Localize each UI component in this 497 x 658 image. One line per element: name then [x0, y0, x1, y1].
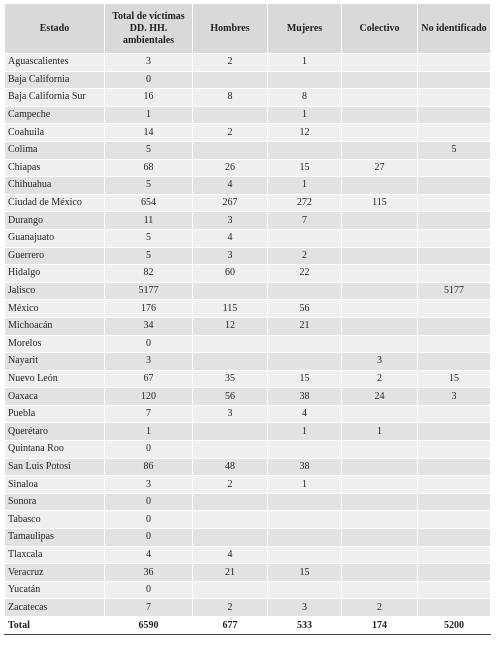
value-cell: [342, 458, 418, 476]
value-cell: 3: [193, 247, 268, 265]
state-name-cell: Guerrero: [5, 247, 105, 265]
value-cell: 2: [193, 54, 268, 72]
value-cell: 11: [105, 212, 193, 230]
value-cell: [342, 89, 418, 107]
value-cell: [193, 441, 268, 459]
victims-table-container: [4, 3, 490, 635]
value-cell: 8: [268, 89, 342, 107]
value-cell: 0: [105, 529, 193, 547]
value-cell: [193, 511, 268, 529]
value-cell: 38: [268, 388, 342, 406]
table-body: [5, 54, 491, 617]
value-cell: 3: [105, 353, 193, 371]
value-cell: 7: [105, 599, 193, 617]
value-cell: [193, 581, 268, 599]
value-cell: 4: [193, 177, 268, 195]
header-hombres: Hombres: [193, 4, 268, 54]
table-row: [5, 493, 491, 511]
table-row: [5, 317, 491, 335]
value-cell: 2: [193, 476, 268, 494]
value-cell: [268, 335, 342, 353]
value-cell: 2: [193, 124, 268, 142]
value-cell: 8: [193, 89, 268, 107]
value-cell: [342, 247, 418, 265]
value-cell: [342, 124, 418, 142]
table-row: [5, 212, 491, 230]
total-cell: 5200: [418, 617, 491, 635]
total-row: [5, 617, 491, 635]
value-cell: [268, 581, 342, 599]
state-name-cell: Chiapas: [5, 159, 105, 177]
value-cell: [193, 423, 268, 441]
table-row: [5, 476, 491, 494]
table-row: [5, 106, 491, 124]
value-cell: 15: [268, 370, 342, 388]
value-cell: [418, 212, 491, 230]
value-cell: [418, 493, 491, 511]
value-cell: 4: [105, 546, 193, 564]
value-cell: [193, 493, 268, 511]
value-cell: [268, 441, 342, 459]
value-cell: 67: [105, 370, 193, 388]
table-row: [5, 124, 491, 142]
value-cell: 4: [268, 405, 342, 423]
table-row: [5, 265, 491, 283]
value-cell: [418, 529, 491, 547]
value-cell: [418, 300, 491, 318]
value-cell: 26: [193, 159, 268, 177]
table-row: [5, 247, 491, 265]
value-cell: [342, 54, 418, 72]
value-cell: [268, 229, 342, 247]
state-name-cell: Hidalgo: [5, 265, 105, 283]
header-row: [5, 4, 491, 54]
value-cell: 15: [268, 159, 342, 177]
value-cell: [342, 317, 418, 335]
value-cell: 2: [342, 599, 418, 617]
value-cell: [193, 141, 268, 159]
value-cell: [342, 229, 418, 247]
value-cell: [268, 282, 342, 300]
value-cell: [342, 282, 418, 300]
value-cell: 12: [268, 124, 342, 142]
value-cell: 86: [105, 458, 193, 476]
state-name-cell: Baja California: [5, 71, 105, 89]
value-cell: [418, 265, 491, 283]
table-row: [5, 405, 491, 423]
value-cell: 654: [105, 194, 193, 212]
table-row: [5, 423, 491, 441]
state-name-cell: Colima: [5, 141, 105, 159]
value-cell: [193, 106, 268, 124]
value-cell: 1: [268, 54, 342, 72]
value-cell: [418, 89, 491, 107]
value-cell: [418, 177, 491, 195]
table-row: [5, 388, 491, 406]
value-cell: 21: [193, 564, 268, 582]
value-cell: 3: [342, 353, 418, 371]
value-cell: [418, 564, 491, 582]
value-cell: [342, 511, 418, 529]
state-name-cell: Chihuahua: [5, 177, 105, 195]
value-cell: 0: [105, 493, 193, 511]
state-name-cell: Ciudad de México: [5, 194, 105, 212]
value-cell: [268, 511, 342, 529]
table-row: [5, 177, 491, 195]
value-cell: 5: [418, 141, 491, 159]
value-cell: 7: [105, 405, 193, 423]
value-cell: [418, 229, 491, 247]
value-cell: 48: [193, 458, 268, 476]
value-cell: [342, 71, 418, 89]
total-cell: 174: [342, 617, 418, 635]
value-cell: 12: [193, 317, 268, 335]
total-label: Total: [5, 617, 105, 635]
value-cell: [418, 405, 491, 423]
value-cell: 2: [193, 599, 268, 617]
state-name-cell: Querétaro: [5, 423, 105, 441]
header-no-identificado: No identificado: [418, 4, 491, 54]
value-cell: 0: [105, 335, 193, 353]
value-cell: 3: [193, 212, 268, 230]
value-cell: 3: [268, 599, 342, 617]
value-cell: 2: [268, 247, 342, 265]
value-cell: [342, 405, 418, 423]
value-cell: 3: [193, 405, 268, 423]
table-row: [5, 229, 491, 247]
header-mujeres: Mujeres: [268, 4, 342, 54]
value-cell: 16: [105, 89, 193, 107]
table-row: [5, 581, 491, 599]
value-cell: [418, 335, 491, 353]
value-cell: [418, 423, 491, 441]
value-cell: 267: [193, 194, 268, 212]
value-cell: 22: [268, 265, 342, 283]
value-cell: 4: [193, 546, 268, 564]
table-row: [5, 546, 491, 564]
value-cell: [342, 106, 418, 124]
value-cell: [418, 441, 491, 459]
state-name-cell: Nayarit: [5, 353, 105, 371]
value-cell: 0: [105, 71, 193, 89]
value-cell: 176: [105, 300, 193, 318]
value-cell: 15: [418, 370, 491, 388]
value-cell: [342, 212, 418, 230]
table-row: [5, 370, 491, 388]
value-cell: 115: [342, 194, 418, 212]
state-name-cell: Morelos: [5, 335, 105, 353]
value-cell: 82: [105, 265, 193, 283]
table-row: [5, 529, 491, 547]
value-cell: 120: [105, 388, 193, 406]
value-cell: [342, 335, 418, 353]
value-cell: [342, 265, 418, 283]
header-estado: Estado: [5, 4, 105, 54]
table-row: [5, 194, 491, 212]
value-cell: 4: [193, 229, 268, 247]
value-cell: [342, 177, 418, 195]
state-name-cell: Michoacán: [5, 317, 105, 335]
value-cell: [418, 106, 491, 124]
value-cell: 1: [105, 423, 193, 441]
value-cell: [342, 141, 418, 159]
value-cell: 0: [105, 441, 193, 459]
table-row: [5, 159, 491, 177]
value-cell: 5: [105, 247, 193, 265]
state-name-cell: México: [5, 300, 105, 318]
value-cell: [268, 353, 342, 371]
table-row: [5, 353, 491, 371]
value-cell: 7: [268, 212, 342, 230]
value-cell: 38: [268, 458, 342, 476]
value-cell: 1: [342, 423, 418, 441]
value-cell: 1: [268, 177, 342, 195]
state-name-cell: Jalisco: [5, 282, 105, 300]
table-row: [5, 564, 491, 582]
value-cell: 5: [105, 141, 193, 159]
value-cell: 21: [268, 317, 342, 335]
state-name-cell: Guanajuato: [5, 229, 105, 247]
state-name-cell: Tlaxcala: [5, 546, 105, 564]
table-row: [5, 300, 491, 318]
victims-table: [4, 3, 491, 635]
value-cell: 5: [105, 177, 193, 195]
value-cell: 5177: [418, 282, 491, 300]
value-cell: 34: [105, 317, 193, 335]
state-name-cell: Nuevo León: [5, 370, 105, 388]
value-cell: 3: [418, 388, 491, 406]
value-cell: [418, 581, 491, 599]
value-cell: 60: [193, 265, 268, 283]
value-cell: 1: [105, 106, 193, 124]
value-cell: [193, 71, 268, 89]
table-row: [5, 441, 491, 459]
table-row: [5, 282, 491, 300]
table-row: [5, 89, 491, 107]
value-cell: 56: [268, 300, 342, 318]
value-cell: [418, 159, 491, 177]
value-cell: 27: [342, 159, 418, 177]
value-cell: [418, 124, 491, 142]
total-cell: 677: [193, 617, 268, 635]
state-name-cell: Sinaloa: [5, 476, 105, 494]
value-cell: 15: [268, 564, 342, 582]
value-cell: [418, 317, 491, 335]
value-cell: [418, 458, 491, 476]
value-cell: 68: [105, 159, 193, 177]
table-row: [5, 511, 491, 529]
value-cell: 2: [342, 370, 418, 388]
value-cell: 56: [193, 388, 268, 406]
value-cell: [193, 335, 268, 353]
state-name-cell: Aguascalientes: [5, 54, 105, 72]
value-cell: [193, 353, 268, 371]
state-name-cell: Yucatán: [5, 581, 105, 599]
value-cell: 272: [268, 194, 342, 212]
value-cell: 3: [105, 54, 193, 72]
state-name-cell: Baja California Sur: [5, 89, 105, 107]
value-cell: [418, 247, 491, 265]
state-name-cell: Campeche: [5, 106, 105, 124]
state-name-cell: Quintana Roo: [5, 441, 105, 459]
value-cell: 1: [268, 106, 342, 124]
value-cell: [268, 71, 342, 89]
table-row: [5, 599, 491, 617]
table-row: [5, 71, 491, 89]
value-cell: [418, 71, 491, 89]
state-name-cell: Tabasco: [5, 511, 105, 529]
value-cell: 0: [105, 511, 193, 529]
value-cell: [418, 599, 491, 617]
value-cell: 24: [342, 388, 418, 406]
table-row: [5, 141, 491, 159]
value-cell: [342, 564, 418, 582]
state-name-cell: Puebla: [5, 405, 105, 423]
value-cell: 35: [193, 370, 268, 388]
state-name-cell: Oaxaca: [5, 388, 105, 406]
value-cell: [342, 476, 418, 494]
state-name-cell: Zacatecas: [5, 599, 105, 617]
state-name-cell: Tamaulipas: [5, 529, 105, 547]
state-name-cell: Durango: [5, 212, 105, 230]
state-name-cell: Veracruz: [5, 564, 105, 582]
value-cell: 0: [105, 581, 193, 599]
table-row: [5, 54, 491, 72]
value-cell: [418, 353, 491, 371]
total-cell: 6590: [105, 617, 193, 635]
value-cell: [193, 529, 268, 547]
value-cell: 1: [268, 476, 342, 494]
value-cell: 5177: [105, 282, 193, 300]
value-cell: [418, 194, 491, 212]
value-cell: 115: [193, 300, 268, 318]
value-cell: 1: [268, 423, 342, 441]
value-cell: [342, 493, 418, 511]
value-cell: [418, 54, 491, 72]
header-total-victimas: Total de víctimas DD. HH. ambientales: [105, 4, 193, 54]
value-cell: [268, 493, 342, 511]
value-cell: [268, 141, 342, 159]
value-cell: [342, 546, 418, 564]
total-cell: 533: [268, 617, 342, 635]
value-cell: 5: [105, 229, 193, 247]
value-cell: [268, 546, 342, 564]
table-row: [5, 458, 491, 476]
table-row: [5, 335, 491, 353]
value-cell: [268, 529, 342, 547]
value-cell: [418, 476, 491, 494]
value-cell: [342, 581, 418, 599]
value-cell: 36: [105, 564, 193, 582]
header-colectivo: Colectivo: [342, 4, 418, 54]
value-cell: 14: [105, 124, 193, 142]
value-cell: 3: [105, 476, 193, 494]
state-name-cell: Sonora: [5, 493, 105, 511]
value-cell: [342, 441, 418, 459]
value-cell: [418, 511, 491, 529]
state-name-cell: San Luis Potosí: [5, 458, 105, 476]
state-name-cell: Coahuila: [5, 124, 105, 142]
value-cell: [342, 529, 418, 547]
value-cell: [342, 300, 418, 318]
value-cell: [418, 546, 491, 564]
value-cell: [193, 282, 268, 300]
